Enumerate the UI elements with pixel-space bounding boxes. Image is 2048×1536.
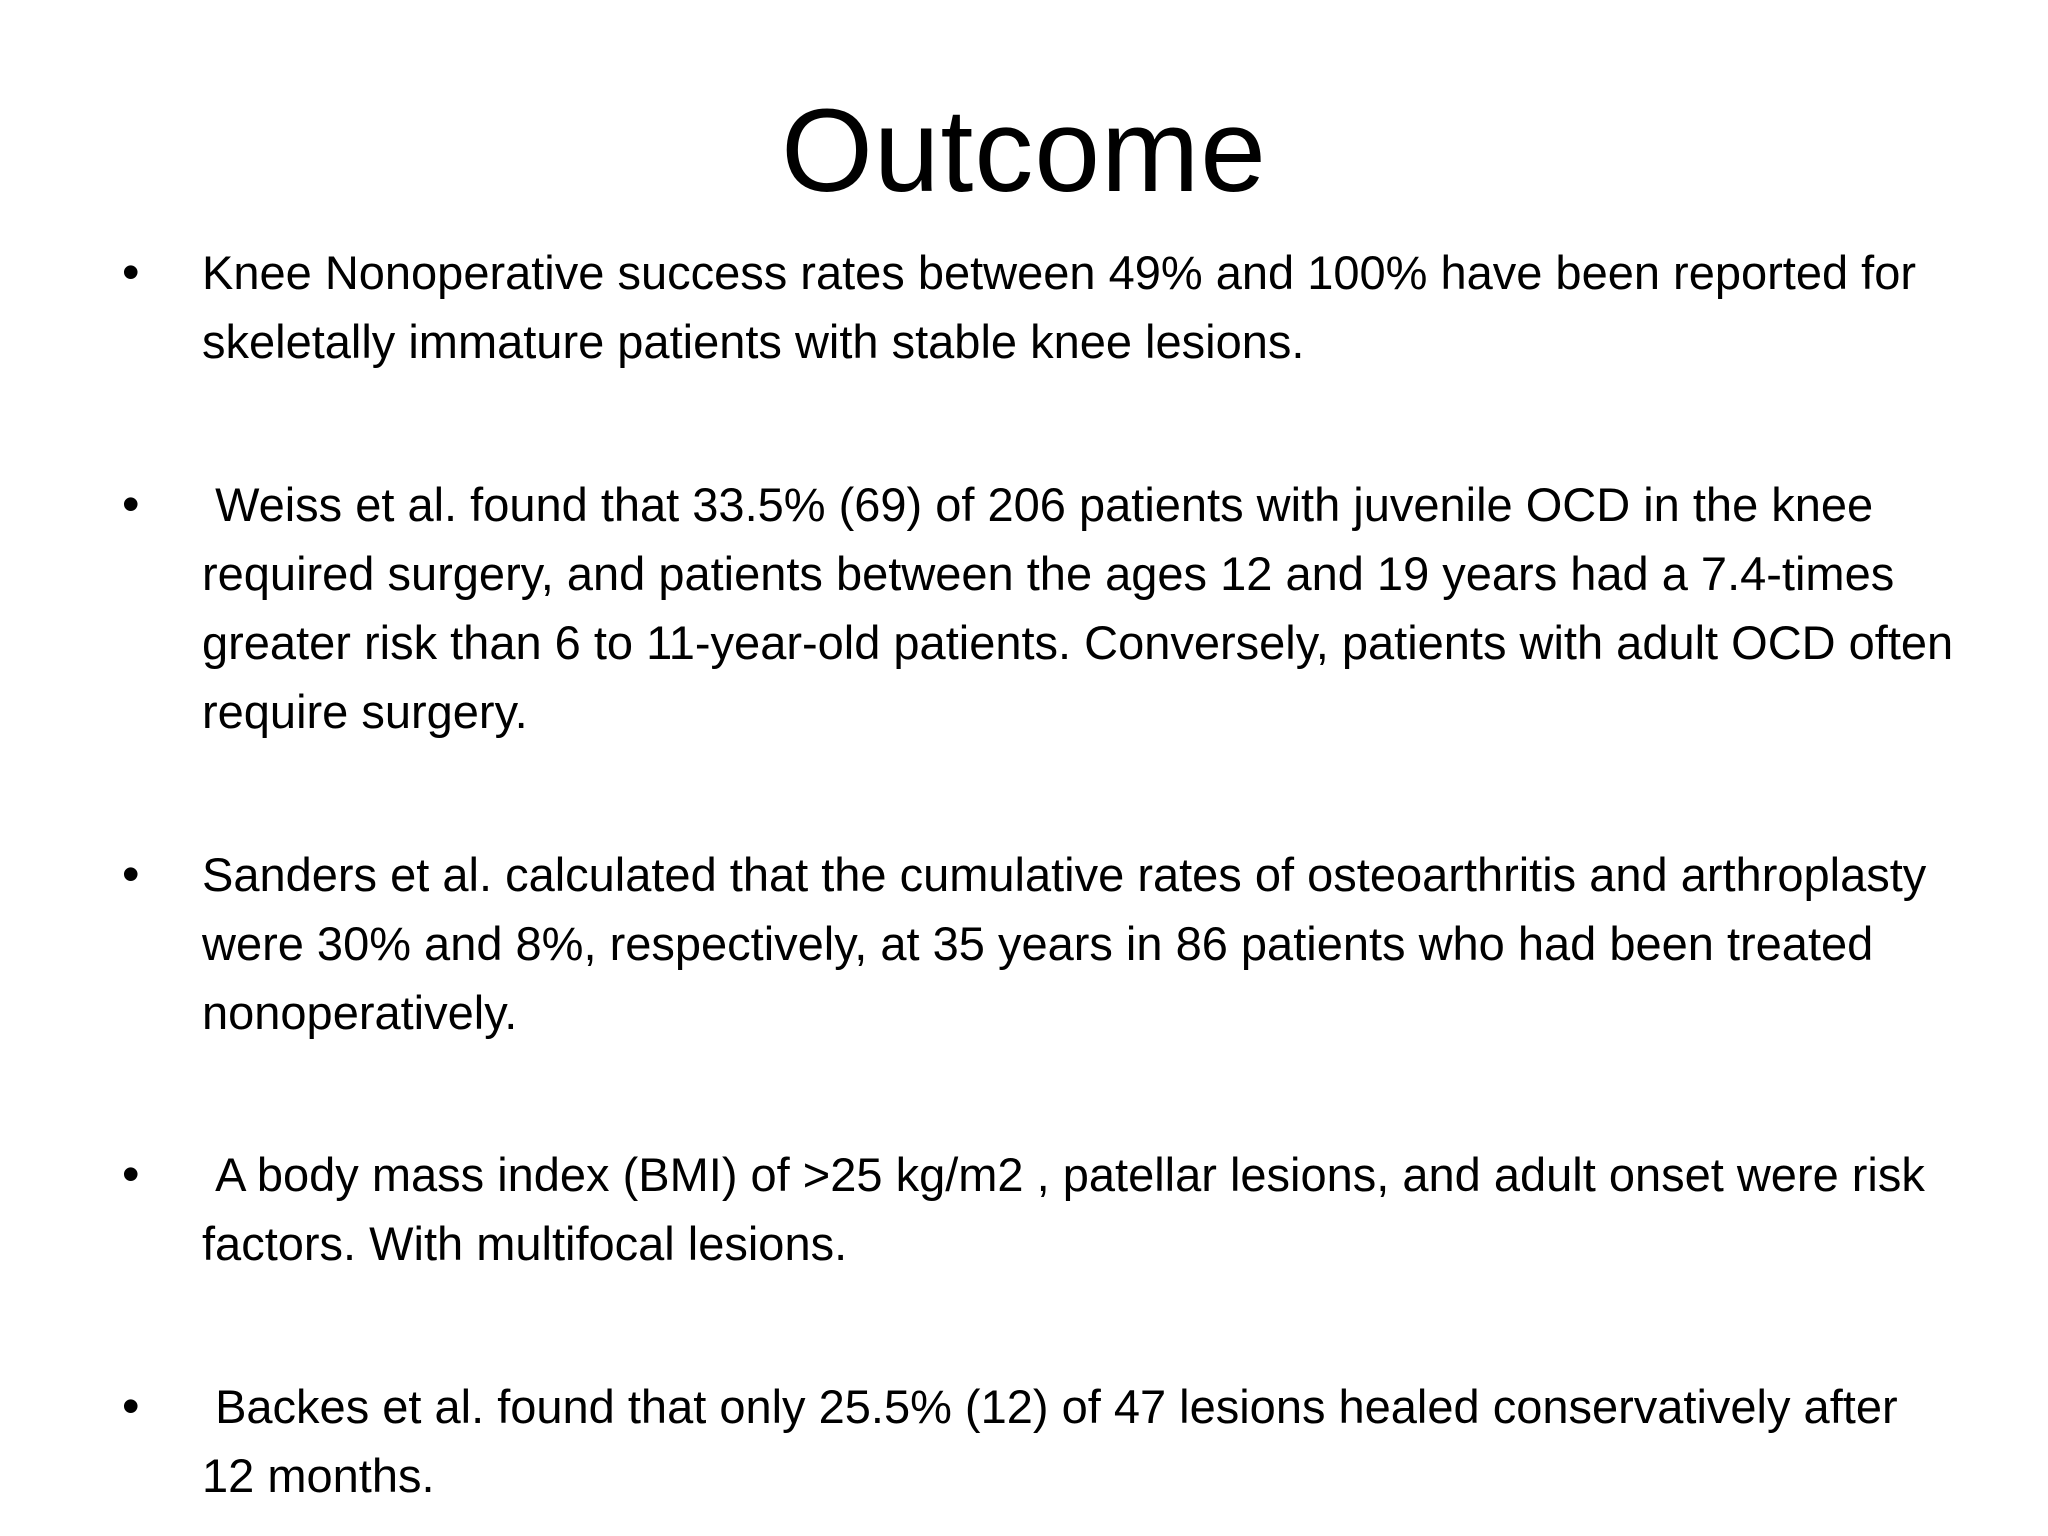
slide-title: Outcome [781,85,1267,217]
bullet-item [122,840,1982,1047]
bullet-text: Sanders et al. calculated that the cumulative rates of osteoarthritis and arthroplasty were 30% and 8%, respectively, at 35 years in 86 patients who had been treated nonoperatively. [202,848,1940,1039]
bullet-item [122,238,1982,376]
bullet-point-icon: • [122,244,140,300]
bullet-text: A body mass index (BMI) of >25 kg/m2 , patellar lesions, and adult onset were risk factors. With multifocal lesions. [202,1148,1938,1270]
bullet-text: Knee Nonoperative success rates between 49% and 100% have been reported for skeletally immature patients with stable knee lesions. [202,246,1930,368]
bullet-text: Backes et al. found that only 25.5% (12) of 47 lesions healed conservatively after 12 months. [202,1380,1911,1502]
bullet-item [122,1372,1982,1510]
bullet-text: Weiss et al. found that 33.5% (69) of 206 patients with juvenile OCD in the knee required surgery, and patients between the ages 12 and 19 years had a 7.4-times greater risk than 6 to 11-year-old patients. Conversely, patients with adult OCD often require surgery. [202,478,1967,738]
bullet-point-icon: • [122,1146,140,1202]
bullet-point-icon: • [122,846,140,902]
bullet-point-icon: • [122,476,140,532]
bullet-item [122,1140,1982,1278]
bullet-item [122,470,1982,746]
bullet-point-icon: • [122,1378,140,1434]
